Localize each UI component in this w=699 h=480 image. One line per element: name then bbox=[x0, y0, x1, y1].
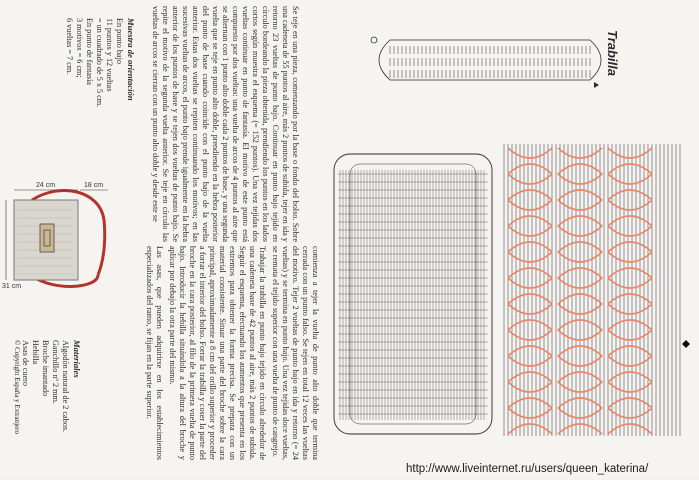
arc-loop bbox=[508, 174, 552, 184]
arc-loop bbox=[608, 190, 652, 200]
assas-paragraph: Las asas, que pueden adquirirse en los establecimientos especializados del ramo, se fijan en la parte superior. bbox=[145, 246, 164, 460]
gauge-line: 3 motivos = 6 cm; bbox=[75, 18, 84, 78]
trabilla-title: Trabilla bbox=[605, 30, 620, 77]
arc-loop bbox=[508, 252, 552, 262]
arc-loop bbox=[608, 268, 652, 278]
arc-loop bbox=[608, 242, 652, 252]
arc-loop bbox=[508, 294, 552, 304]
arc-loop bbox=[508, 304, 552, 314]
continuation-paragraph: comienza a tejer la vuelta de punto alto doble que termina cerrada con un punto falso. Se tejen en total 12 veces las vueltas del motivo. Tejer 2 vueltas de punto bajo en ida y retorno (= 24 vueltas) y se termina en punto bajo. Una vez tejidas doce vueltas, se remata el tejido superior con una vuelta de punto de cangrejo. bbox=[271, 246, 320, 460]
arc-loop bbox=[508, 320, 552, 330]
arc-loop bbox=[608, 216, 652, 226]
handle-paragraph: Trabajar la trabilla en punto bajo tejido en círculo alrededor de una cadeneta base de 42 puntos al aire, más 2 puntos de subida. Seguir el esquema, efectuando los aumentos que presenta en los extremos para obtener la forma precisa. Se prepara con un material consistente. Situar una parte del broche sobre la cara principal, aproximadamente a 8 cm del orillo superior y proceder a forrar el interior del bolso. Forrar la trabilla y coser la parte del broche en la cara posterior, al filo de la primera vuelta de punto bajo. Introducir la hebilla situándola a la altura del broche y aplicar por debajo la otra parte del mismo. bbox=[168, 246, 267, 460]
source-url[interactable]: http://www.liveinternet.ru/users/queen_katerina/ bbox=[406, 463, 649, 475]
arc-loop bbox=[508, 382, 552, 392]
materials-line: Algodón natural de 2 cabos. bbox=[61, 340, 70, 433]
arc-loop bbox=[508, 346, 552, 356]
arc-loop bbox=[508, 164, 552, 174]
buckle bbox=[40, 224, 54, 252]
arc-loop bbox=[608, 424, 652, 434]
arc-loop bbox=[608, 330, 652, 340]
arc-loop bbox=[608, 252, 652, 262]
start-marker-icon bbox=[371, 37, 377, 43]
depth-dimension: 18 cm bbox=[84, 182, 104, 189]
gauge-line: 11 puntos y 12 vueltas bbox=[105, 18, 114, 92]
arc-loop bbox=[508, 330, 552, 340]
bag-illustration bbox=[0, 180, 110, 300]
materials-line: Broche imantado bbox=[41, 340, 50, 397]
copyright: © Copyright España y Extranjero bbox=[13, 340, 21, 434]
gauge-line: 6 vueltas = 7 cm. bbox=[65, 18, 74, 75]
arc-loop bbox=[508, 408, 552, 418]
materials-line: Asas de cuero bbox=[21, 340, 30, 386]
arc-loop bbox=[608, 346, 652, 356]
arc-loop bbox=[608, 320, 652, 330]
arc-loop bbox=[608, 200, 652, 210]
gauge-line: = un cuadrado de 5 x 5 cm. bbox=[95, 18, 104, 108]
materials-line: Ganchillo nº 2 mm. bbox=[51, 340, 60, 404]
arc-loop bbox=[508, 242, 552, 252]
arc-loop bbox=[508, 200, 552, 210]
instructions-column-2 bbox=[141, 246, 320, 460]
arc-loop bbox=[508, 268, 552, 278]
gauge-heading: Muestra de orientación bbox=[126, 18, 136, 101]
arc-loop bbox=[608, 294, 652, 304]
motif-start-marker-icon bbox=[682, 340, 690, 348]
intro-paragraph: Se teje en una pieza, comenzando por la base o fondo del bolso. Sobre una cadeneta de 55 puntos al aire, más 2 puntos de subida, tejer en ida y retorno 23 vueltas de punto bajo. Continuar en punto bajo tejido en círculo bordeando la pieza obtenida, prendiendo los puntos en los lados cortos según muestra el esquema (= 152 puntos). Una vez tejidas dos vueltas continuar en punto de fantasía. El motivo de este punto está compuesto por dos vueltas: una vuelta de arcos de 4 puntos al aire que se alternan con 1 punto alto doble cada 2 puntos de base, y una segunda vuelta que se teje en punto alto doble, prendiendo en la hebra posterior del punto de base cuando coincide con el punto bajo de la vuelta anterior. Estas dos vueltas se repiten continuando los motivos; en las sucesivas vueltas de arcos, el punto bajo prende igualmente en la hebra anterior de los puntos de base y se tejen dos vueltas de punto bajo. Se repite el motivo de la segunda vuelta anterior. Se teje en círculo las vueltas de arcos se cierran con un punto alto doble y desde este se bbox=[151, 6, 300, 242]
arc-loop bbox=[608, 372, 652, 382]
arc-loop bbox=[508, 398, 552, 408]
arc-loop bbox=[608, 304, 652, 314]
width-dimension: 24 cm bbox=[36, 182, 56, 189]
arc-loop bbox=[608, 226, 652, 236]
trabilla-chart bbox=[360, 30, 620, 90]
gauge-line: En punto de fantasía bbox=[85, 18, 94, 86]
arc-loop bbox=[608, 278, 652, 288]
arc-loop bbox=[608, 174, 652, 184]
arc-loop bbox=[508, 226, 552, 236]
arc-loop bbox=[608, 148, 652, 158]
arc-loop bbox=[508, 278, 552, 288]
arc-loop bbox=[608, 164, 652, 174]
instructions-column-1 bbox=[147, 6, 300, 242]
materials-column bbox=[20, 340, 82, 480]
arc-loop bbox=[608, 398, 652, 408]
materials-line: Hebilla bbox=[31, 340, 40, 365]
end-arrow-icon bbox=[594, 82, 599, 88]
arc-loop bbox=[608, 408, 652, 418]
arc-loop bbox=[508, 216, 552, 226]
arc-loop bbox=[508, 148, 552, 158]
arc-loop bbox=[508, 356, 552, 366]
arc-loop bbox=[608, 382, 652, 392]
arc-loop bbox=[508, 190, 552, 200]
height-dimension: 31 cm bbox=[2, 283, 22, 290]
arc-loop bbox=[508, 372, 552, 382]
motif-chart bbox=[500, 140, 699, 440]
arc-loop bbox=[508, 424, 552, 434]
arc-loop bbox=[608, 356, 652, 366]
gauge-line: En punto bajo bbox=[115, 18, 124, 64]
materials-heading: Materiales bbox=[72, 340, 82, 378]
base-chart bbox=[328, 150, 498, 440]
